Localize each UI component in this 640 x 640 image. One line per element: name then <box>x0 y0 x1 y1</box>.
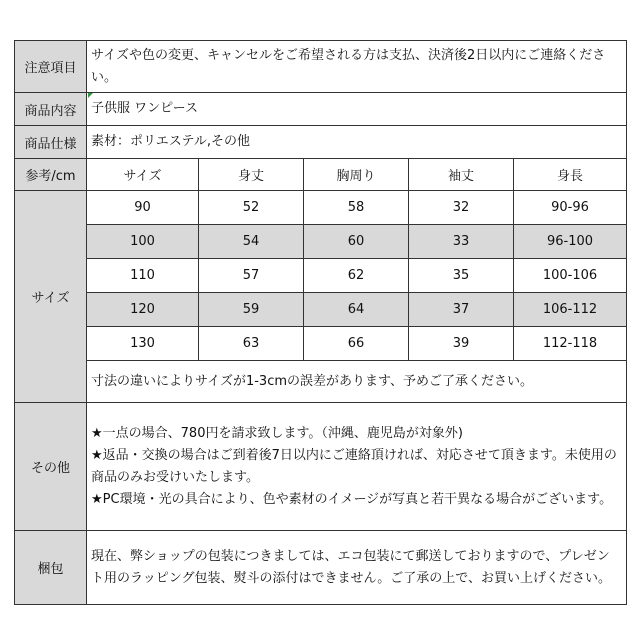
content-text: 子供服 ワンピース <box>87 93 627 126</box>
table-cell: 35 <box>409 259 514 293</box>
other-notes <box>87 403 627 531</box>
table-row <box>15 191 627 225</box>
table-cell: 106-112 <box>514 293 627 327</box>
table-cell: 54 <box>199 225 304 259</box>
table-cell: 90-96 <box>514 191 627 225</box>
table-cell: 90 <box>87 191 199 225</box>
other-note-line: ★一点の場合、780円を請求致します。（沖縄、鹿児島が対象外) <box>91 425 463 441</box>
header-length: 身丈 <box>199 159 304 191</box>
notice-text: サイズや色の変更、キャンセルをご希望される方は支払、決済後2日以内にご連絡ください。 <box>87 41 627 93</box>
table-row <box>15 293 627 327</box>
content-label: 商品内容 <box>15 93 87 126</box>
table-cell: 100 <box>87 225 199 259</box>
cell-comment-marker <box>88 93 93 98</box>
other-note-line: ★返品・交換の場合はご到着後7日以内にご連絡頂ければ、対応させて頂きます。未使用の商品のみお受けいたします。 <box>91 447 617 485</box>
size-tolerance-note: 寸法の違いによりサイズが1-3cmの誤差があります、予めご了承ください。 <box>87 361 627 403</box>
table-cell: 32 <box>409 191 514 225</box>
other-note-line: ★PC環境・光の具合により、色や素材のイメージが写真と若干異なる場合がございます。 <box>91 491 613 507</box>
table-row <box>15 327 627 361</box>
table-cell: 58 <box>304 191 409 225</box>
table-cell: 52 <box>199 191 304 225</box>
size-section-label: サイズ <box>15 191 87 403</box>
ref-unit-label: 参考/cm <box>15 159 87 191</box>
spec-label: 商品仕様 <box>15 126 87 159</box>
notice-label: 注意項目 <box>15 41 87 93</box>
header-size: サイズ <box>87 159 199 191</box>
table-cell: 120 <box>87 293 199 327</box>
table-cell: 66 <box>304 327 409 361</box>
table-cell: 96-100 <box>514 225 627 259</box>
table-cell: 59 <box>199 293 304 327</box>
table-cell: 100-106 <box>514 259 627 293</box>
table-cell: 60 <box>304 225 409 259</box>
table-cell: 63 <box>199 327 304 361</box>
other-label: その他 <box>15 403 87 531</box>
spec-text: 素材：ポリエステル,その他 <box>87 126 627 159</box>
product-info-table <box>14 40 627 605</box>
header-sleeve: 袖丈 <box>409 159 514 191</box>
table-cell: 33 <box>409 225 514 259</box>
table-cell: 64 <box>304 293 409 327</box>
packing-text: 現在、弊ショップの包装につきましては、エコ包装にて郵送しておりますので、プレゼント用のラッピング包装、熨斗の添付はできません。ご了承の上で、お買い上げください。 <box>87 531 627 605</box>
table-row <box>15 225 627 259</box>
table-cell: 110 <box>87 259 199 293</box>
header-height: 身長 <box>514 159 627 191</box>
table-cell: 112-118 <box>514 327 627 361</box>
table-cell: 57 <box>199 259 304 293</box>
table-cell: 39 <box>409 327 514 361</box>
header-chest: 胸周り <box>304 159 409 191</box>
table-cell: 130 <box>87 327 199 361</box>
table-cell: 37 <box>409 293 514 327</box>
table-cell: 62 <box>304 259 409 293</box>
packing-label: 梱包 <box>15 531 87 605</box>
table-row <box>15 259 627 293</box>
